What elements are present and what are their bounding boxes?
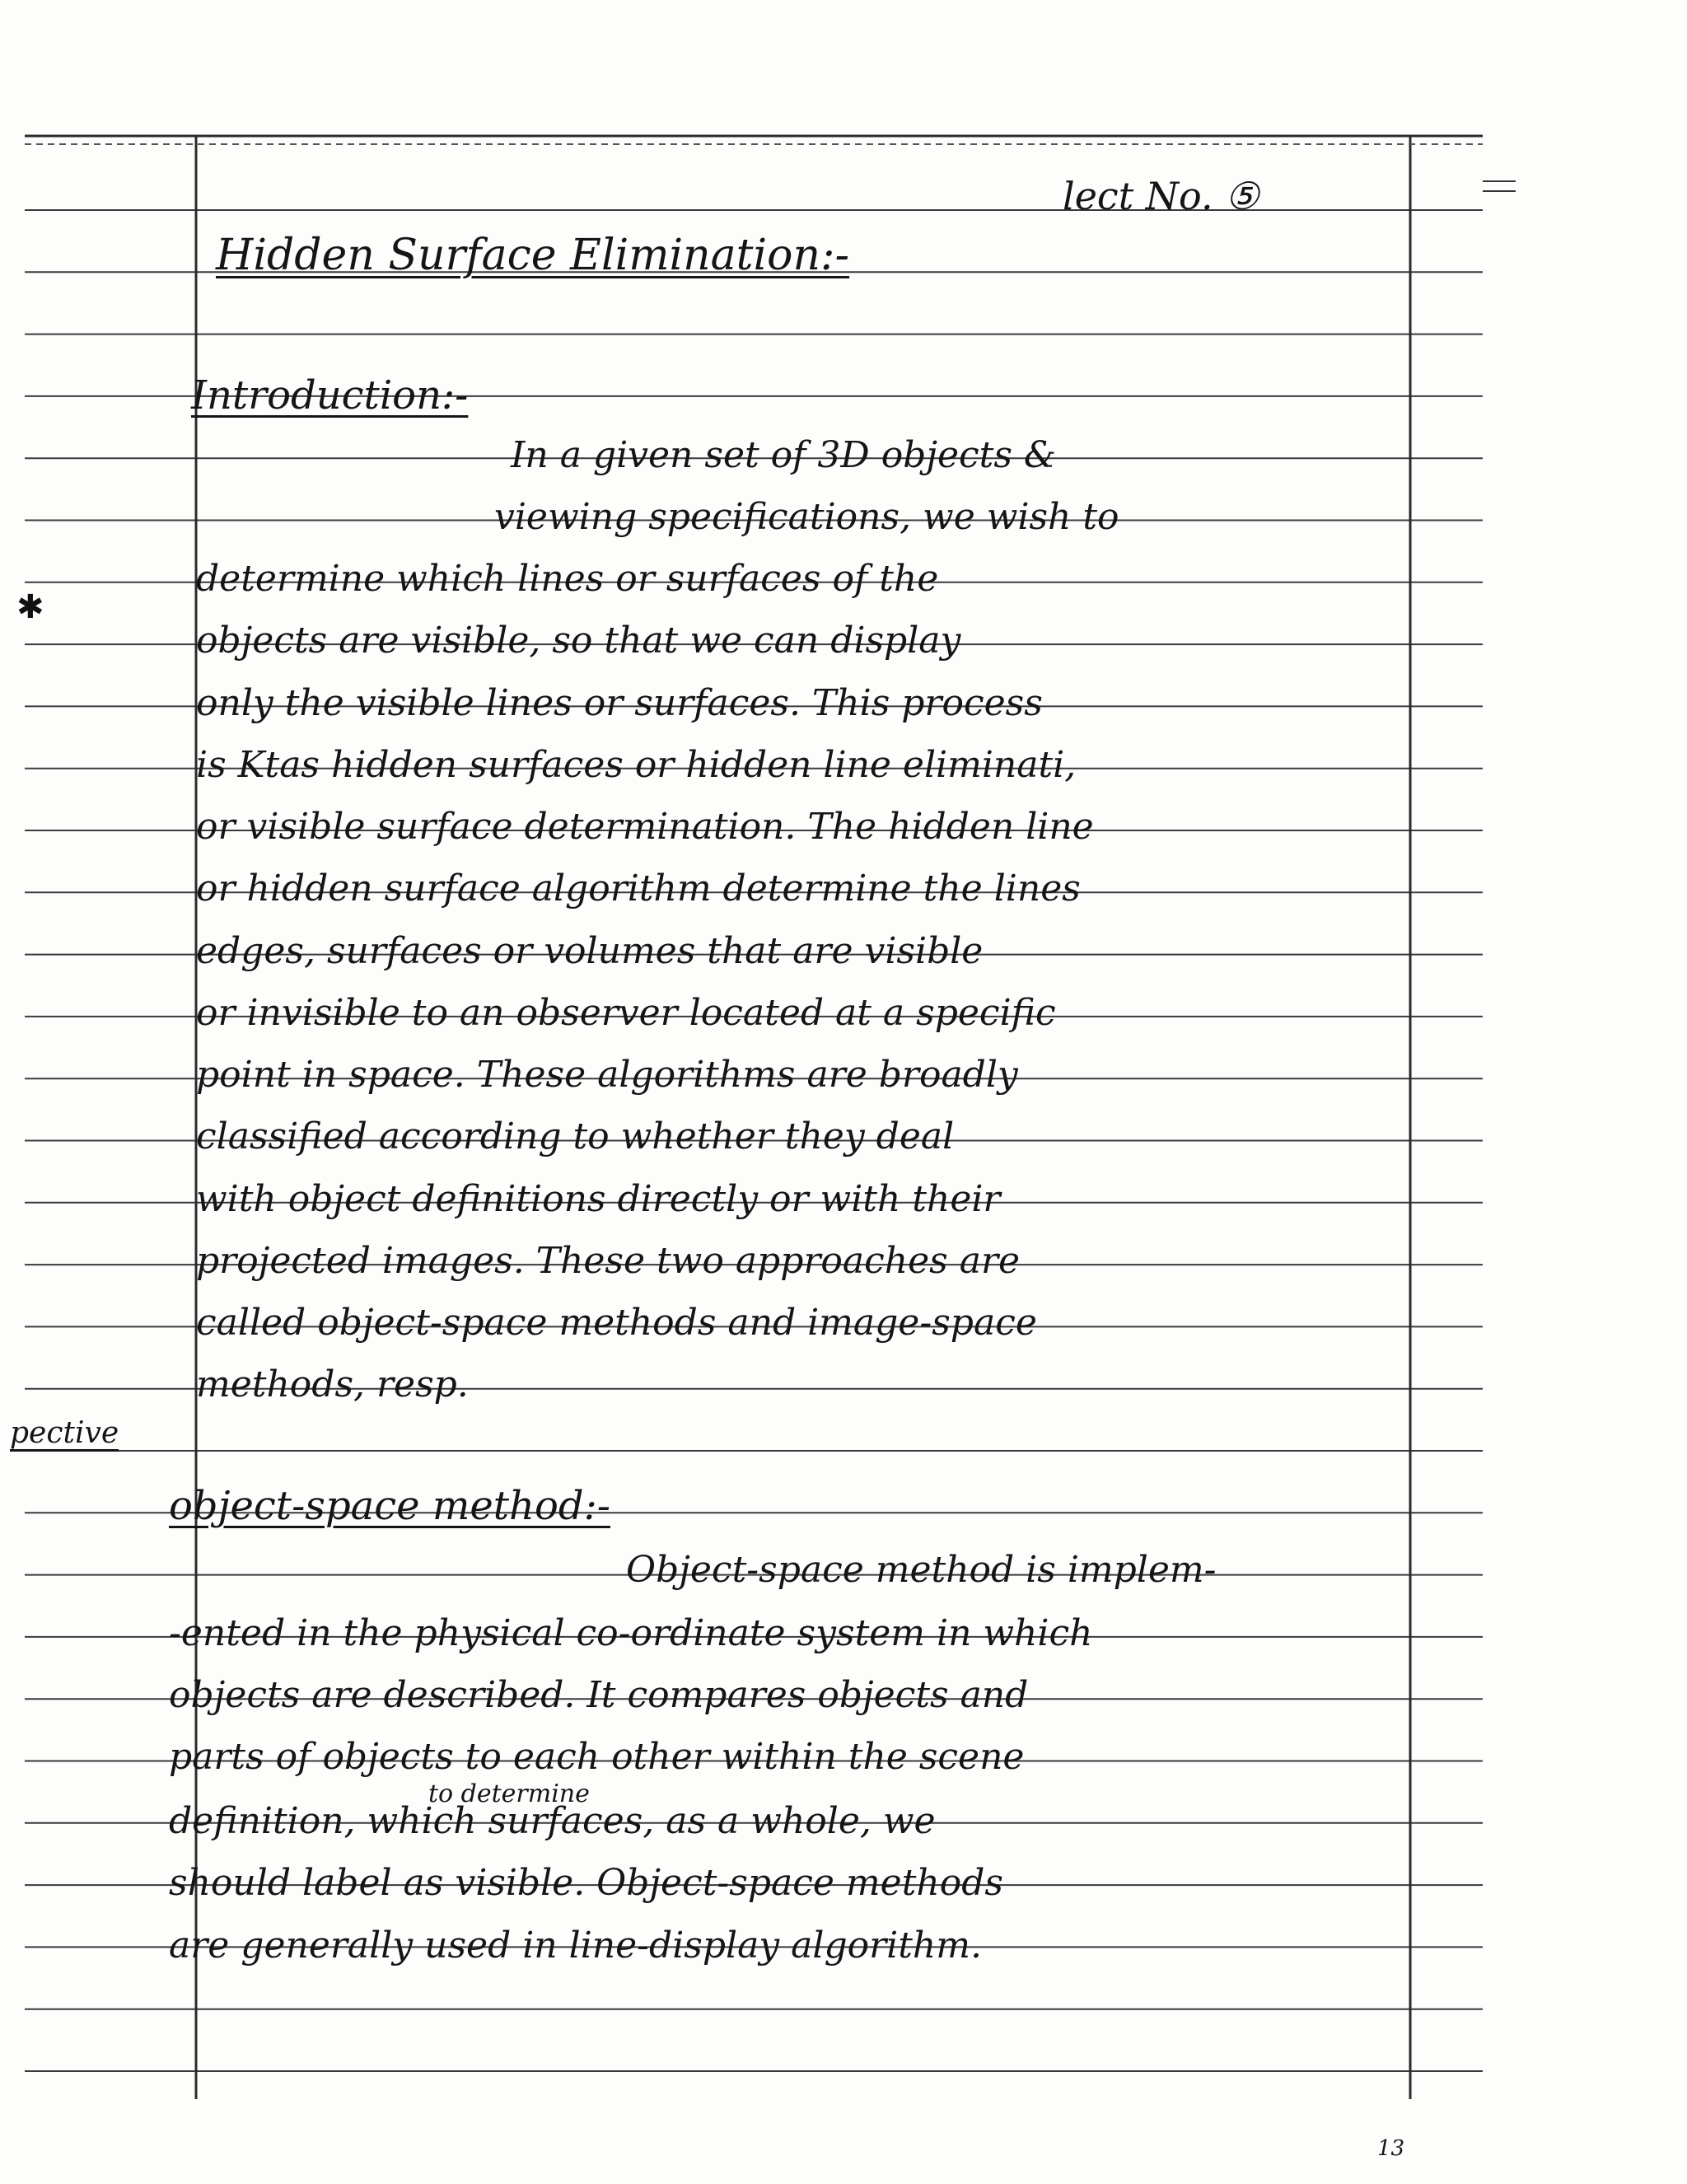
text-line: point in space. These algorithms are broadly: [196, 1054, 1018, 1096]
text-line: only the visible lines or surfaces. This process: [196, 682, 1043, 724]
text-line: is Ktas hidden surfaces or hidden line eliminati,: [196, 744, 1077, 786]
text-line: are generally used in line-display algorithm.: [169, 1924, 982, 1967]
text-line: parts of objects to each other within the scene: [169, 1736, 1025, 1778]
text-line: determine which lines or surfaces of the: [196, 558, 939, 600]
text-line: or invisible to an observer located at a specific: [196, 992, 1056, 1034]
text-line: should label as visible. Object-space methods: [169, 1862, 1003, 1904]
text-line: called object-space methods and image-space: [196, 1302, 1037, 1344]
intro-heading: Introduction:-: [191, 372, 469, 419]
text-line: methods, resp.: [196, 1363, 469, 1405]
page-title: Hidden Surface Elimination:-: [216, 231, 850, 280]
text-line: or hidden surface algorithm determine the lines: [196, 868, 1081, 910]
page-number: 13: [1377, 2136, 1405, 2161]
object-space-heading: object-space method:-: [169, 1483, 610, 1529]
insertion-annotation: to determine: [428, 1779, 590, 1808]
text-line: In a given set of 3D objects &: [511, 434, 1057, 476]
text-line: Object-space method is implem-: [626, 1549, 1217, 1591]
text-line: objects are described. It compares objects and: [169, 1674, 1029, 1716]
text-line: projected images. These two approaches are: [196, 1240, 1021, 1282]
star-mark: ✱: [16, 588, 44, 626]
text-line: definition, which surfaces, as a whole, we: [169, 1800, 936, 1842]
text-line: with object definitions directly or with their: [196, 1178, 1001, 1220]
text-line: edges, surfaces or volumes that are visible: [196, 930, 984, 972]
text-line: or visible surface determination. The hidden line: [196, 806, 1094, 848]
margin-note: pective: [10, 1416, 119, 1450]
lecture-number: lect No. ⑤: [1063, 174, 1259, 218]
text-line: objects are visible, so that we can display: [196, 620, 961, 662]
text-line: classified according to whether they deal: [196, 1115, 955, 1157]
text-line: -ented in the physical co-ordinate system in which: [169, 1612, 1093, 1654]
text-line: viewing specifications, we wish to: [494, 496, 1119, 538]
